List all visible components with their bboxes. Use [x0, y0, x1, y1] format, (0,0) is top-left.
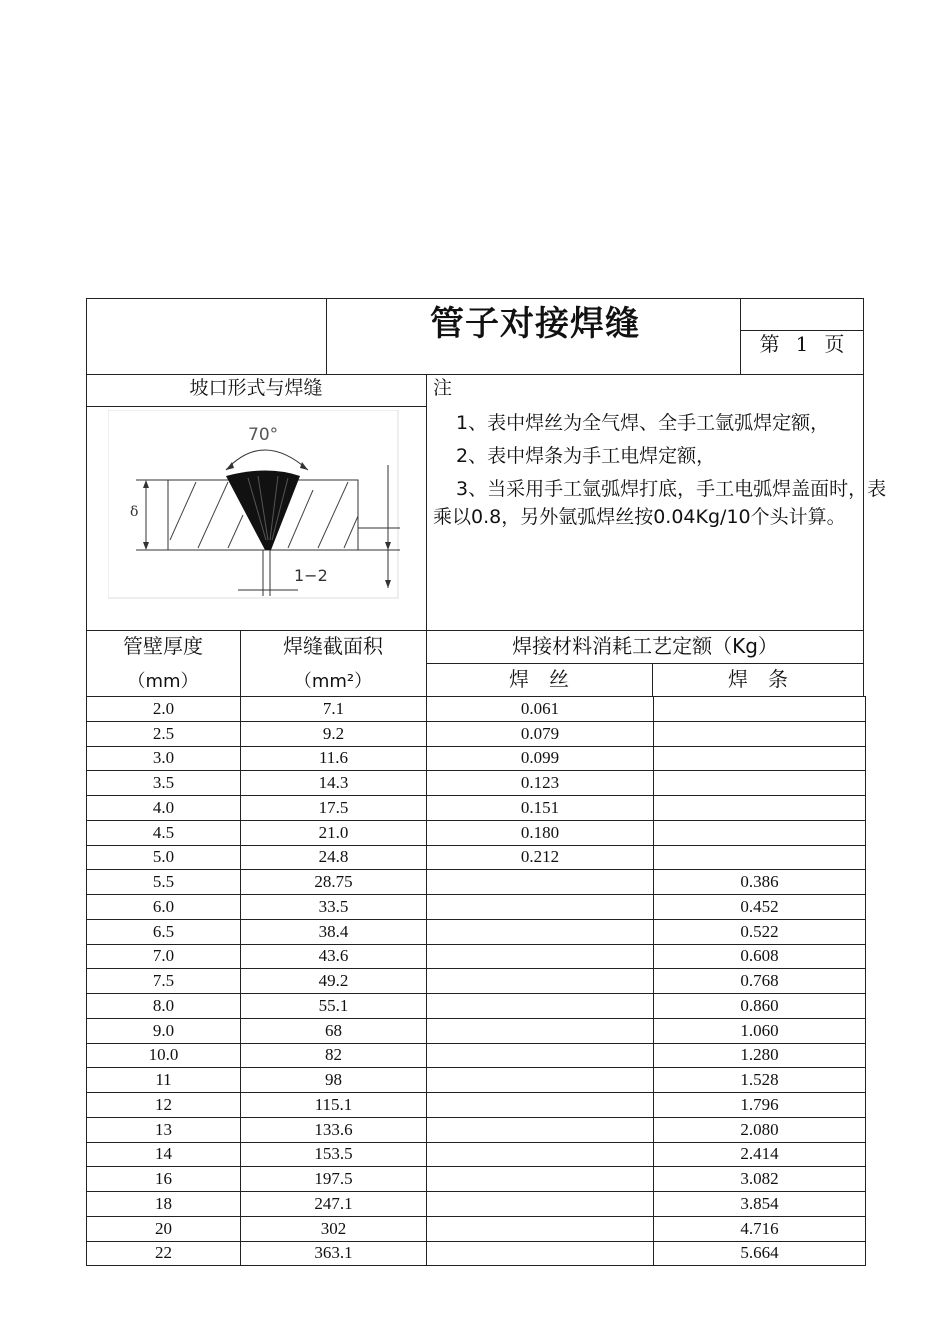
area-cell: 9.2: [241, 721, 427, 746]
table-row: [87, 919, 866, 944]
area-cell: 33.5: [241, 895, 427, 920]
thickness-cell: 4.0: [87, 796, 241, 821]
area-cell: 38.4: [241, 919, 427, 944]
rod-cell: [654, 771, 866, 796]
area-cell: 17.5: [241, 796, 427, 821]
thickness-cell: 22: [87, 1241, 241, 1266]
area-cell: 302: [241, 1216, 427, 1241]
notes-heading: 注: [433, 377, 453, 399]
rod-cell: 1.280: [654, 1043, 866, 1068]
table-row: [87, 944, 866, 969]
area-cell: 7.1: [241, 697, 427, 722]
angle-label: 70°: [248, 425, 279, 445]
thickness-cell: 6.5: [87, 919, 241, 944]
wire-cell: [427, 1167, 654, 1192]
rod-cell: 0.860: [654, 994, 866, 1019]
area-cell: 14.3: [241, 771, 427, 796]
table-row: [87, 1043, 866, 1068]
wire-cell: 0.212: [427, 845, 654, 870]
area-cell: 115.1: [241, 1093, 427, 1118]
table-row: [87, 1192, 866, 1217]
rod-cell: 0.768: [654, 969, 866, 994]
thickness-cell: 16: [87, 1167, 241, 1192]
table-row: [87, 994, 866, 1019]
thickness-cell: 3.5: [87, 771, 241, 796]
rod-cell: [654, 845, 866, 870]
area-cell: 197.5: [241, 1167, 427, 1192]
table-row: [87, 1018, 866, 1043]
wire-cell: [427, 994, 654, 1019]
thickness-cell: 8.0: [87, 994, 241, 1019]
table-row: [87, 870, 866, 895]
wire-cell: 0.061: [427, 697, 654, 722]
rod-cell: [654, 796, 866, 821]
rod-cell: 1.060: [654, 1018, 866, 1043]
area-cell: 363.1: [241, 1241, 427, 1266]
table-row: [87, 845, 866, 870]
rod-header: 焊 条: [728, 667, 788, 691]
wire-cell: 0.099: [427, 746, 654, 771]
note-2: 2、表中焊条为手工电焊定额，: [456, 445, 716, 467]
wire-cell: [427, 1142, 654, 1167]
table-row: [87, 1167, 866, 1192]
page-prefix: 第: [759, 332, 780, 356]
rod-cell: 0.386: [654, 870, 866, 895]
table-row: [87, 895, 866, 920]
thickness-cell: 13: [87, 1117, 241, 1142]
note-3: 3、当采用手工氩弧焊打底，手工电弧焊盖面时，表: [456, 478, 887, 500]
thickness-cell: 14: [87, 1142, 241, 1167]
rod-cell: 4.716: [654, 1216, 866, 1241]
table-row: [87, 1093, 866, 1118]
table-row: [87, 820, 866, 845]
area-cell: 153.5: [241, 1142, 427, 1167]
thickness-cell: 11: [87, 1068, 241, 1093]
table-row: [87, 1216, 866, 1241]
table-row: [87, 771, 866, 796]
rod-cell: 2.414: [654, 1142, 866, 1167]
wire-cell: [427, 895, 654, 920]
thickness-cell: 4.5: [87, 820, 241, 845]
thickness-cell: 18: [87, 1192, 241, 1217]
rod-cell: 5.664: [654, 1241, 866, 1266]
table-row: [87, 969, 866, 994]
thickness-cell: 5.0: [87, 845, 241, 870]
consumption-table: [86, 696, 866, 1266]
page-number: 1: [795, 332, 809, 356]
thickness-unit: （mm）: [127, 671, 199, 692]
note-1: 1、表中焊丝为全气焊、全手工氩弧焊定额，: [456, 412, 830, 434]
area-cell: 28.75: [241, 870, 427, 895]
rod-cell: 1.796: [654, 1093, 866, 1118]
rod-cell: [654, 697, 866, 722]
note-4: 乘以0.8，另外氩弧焊丝按0.04Kg/10个头计算。: [433, 506, 846, 528]
wire-cell: [427, 870, 654, 895]
rod-cell: 0.452: [654, 895, 866, 920]
table-row: [87, 697, 866, 722]
table-row: [87, 1241, 866, 1266]
wire-cell: [427, 1018, 654, 1043]
groove-heading-divider: [86, 406, 426, 407]
page-number-box: [740, 328, 864, 357]
area-cell: 98: [241, 1068, 427, 1093]
thickness-symbol: δ: [130, 504, 139, 520]
rod-cell: 0.522: [654, 919, 866, 944]
consumption-header: 焊接材料消耗工艺定额（Kg）: [512, 634, 778, 658]
rod-cell: 3.854: [654, 1192, 866, 1217]
thickness-cell: 20: [87, 1216, 241, 1241]
rod-cell: [654, 746, 866, 771]
area-cell: 133.6: [241, 1117, 427, 1142]
wire-cell: [427, 1068, 654, 1093]
wire-cell: [427, 1117, 654, 1142]
table-row: [87, 746, 866, 771]
area-cell: 247.1: [241, 1192, 427, 1217]
wire-cell: 0.180: [427, 820, 654, 845]
thickness-cell: 5.5: [87, 870, 241, 895]
thickness-cell: 12: [87, 1093, 241, 1118]
thickness-cell: 10.0: [87, 1043, 241, 1068]
rod-cell: 1.528: [654, 1068, 866, 1093]
thickness-cell: 7.5: [87, 969, 241, 994]
wire-cell: [427, 919, 654, 944]
wire-cell: [427, 1241, 654, 1266]
area-cell: 82: [241, 1043, 427, 1068]
rod-cell: 3.082: [654, 1167, 866, 1192]
wire-cell: [427, 1043, 654, 1068]
table-row: [87, 1117, 866, 1142]
table-row: [87, 1142, 866, 1167]
area-cell: 11.6: [241, 746, 427, 771]
thickness-header: 管壁厚度: [123, 634, 203, 658]
thickness-cell: 7.0: [87, 944, 241, 969]
wire-cell: [427, 1216, 654, 1241]
gap-label: 1−2: [294, 566, 328, 585]
rod-cell: 0.608: [654, 944, 866, 969]
thickness-cell: 3.0: [87, 746, 241, 771]
area-cell: 43.6: [241, 944, 427, 969]
rod-cell: [654, 721, 866, 746]
wire-cell: [427, 1093, 654, 1118]
thickness-cell: 2.0: [87, 697, 241, 722]
wire-cell: [427, 1192, 654, 1217]
area-header: 焊缝截面积: [283, 634, 383, 658]
title-left-divider: [326, 298, 327, 374]
wire-cell: 0.079: [427, 721, 654, 746]
table-row: [87, 721, 866, 746]
rod-cell: 2.080: [654, 1117, 866, 1142]
table-row: [87, 1068, 866, 1093]
area-cell: 49.2: [241, 969, 427, 994]
page-title: 管子对接焊缝: [430, 304, 640, 344]
thickness-cell: 6.0: [87, 895, 241, 920]
wire-cell: [427, 969, 654, 994]
weld-groove-diagram: [108, 410, 400, 600]
page-suffix: 页: [824, 332, 845, 356]
groove-heading: 坡口形式与焊缝: [189, 377, 323, 399]
area-unit: （mm²）: [293, 671, 373, 692]
wire-header: 焊 丝: [509, 667, 569, 691]
thickness-cell: 9.0: [87, 1018, 241, 1043]
area-cell: 24.8: [241, 845, 427, 870]
wire-cell: 0.123: [427, 771, 654, 796]
area-cell: 55.1: [241, 994, 427, 1019]
wire-cell: [427, 944, 654, 969]
area-cell: 68: [241, 1018, 427, 1043]
area-cell: 21.0: [241, 820, 427, 845]
table-row: [87, 796, 866, 821]
rod-cell: [654, 820, 866, 845]
wire-cell: 0.151: [427, 796, 654, 821]
thickness-cell: 2.5: [87, 721, 241, 746]
